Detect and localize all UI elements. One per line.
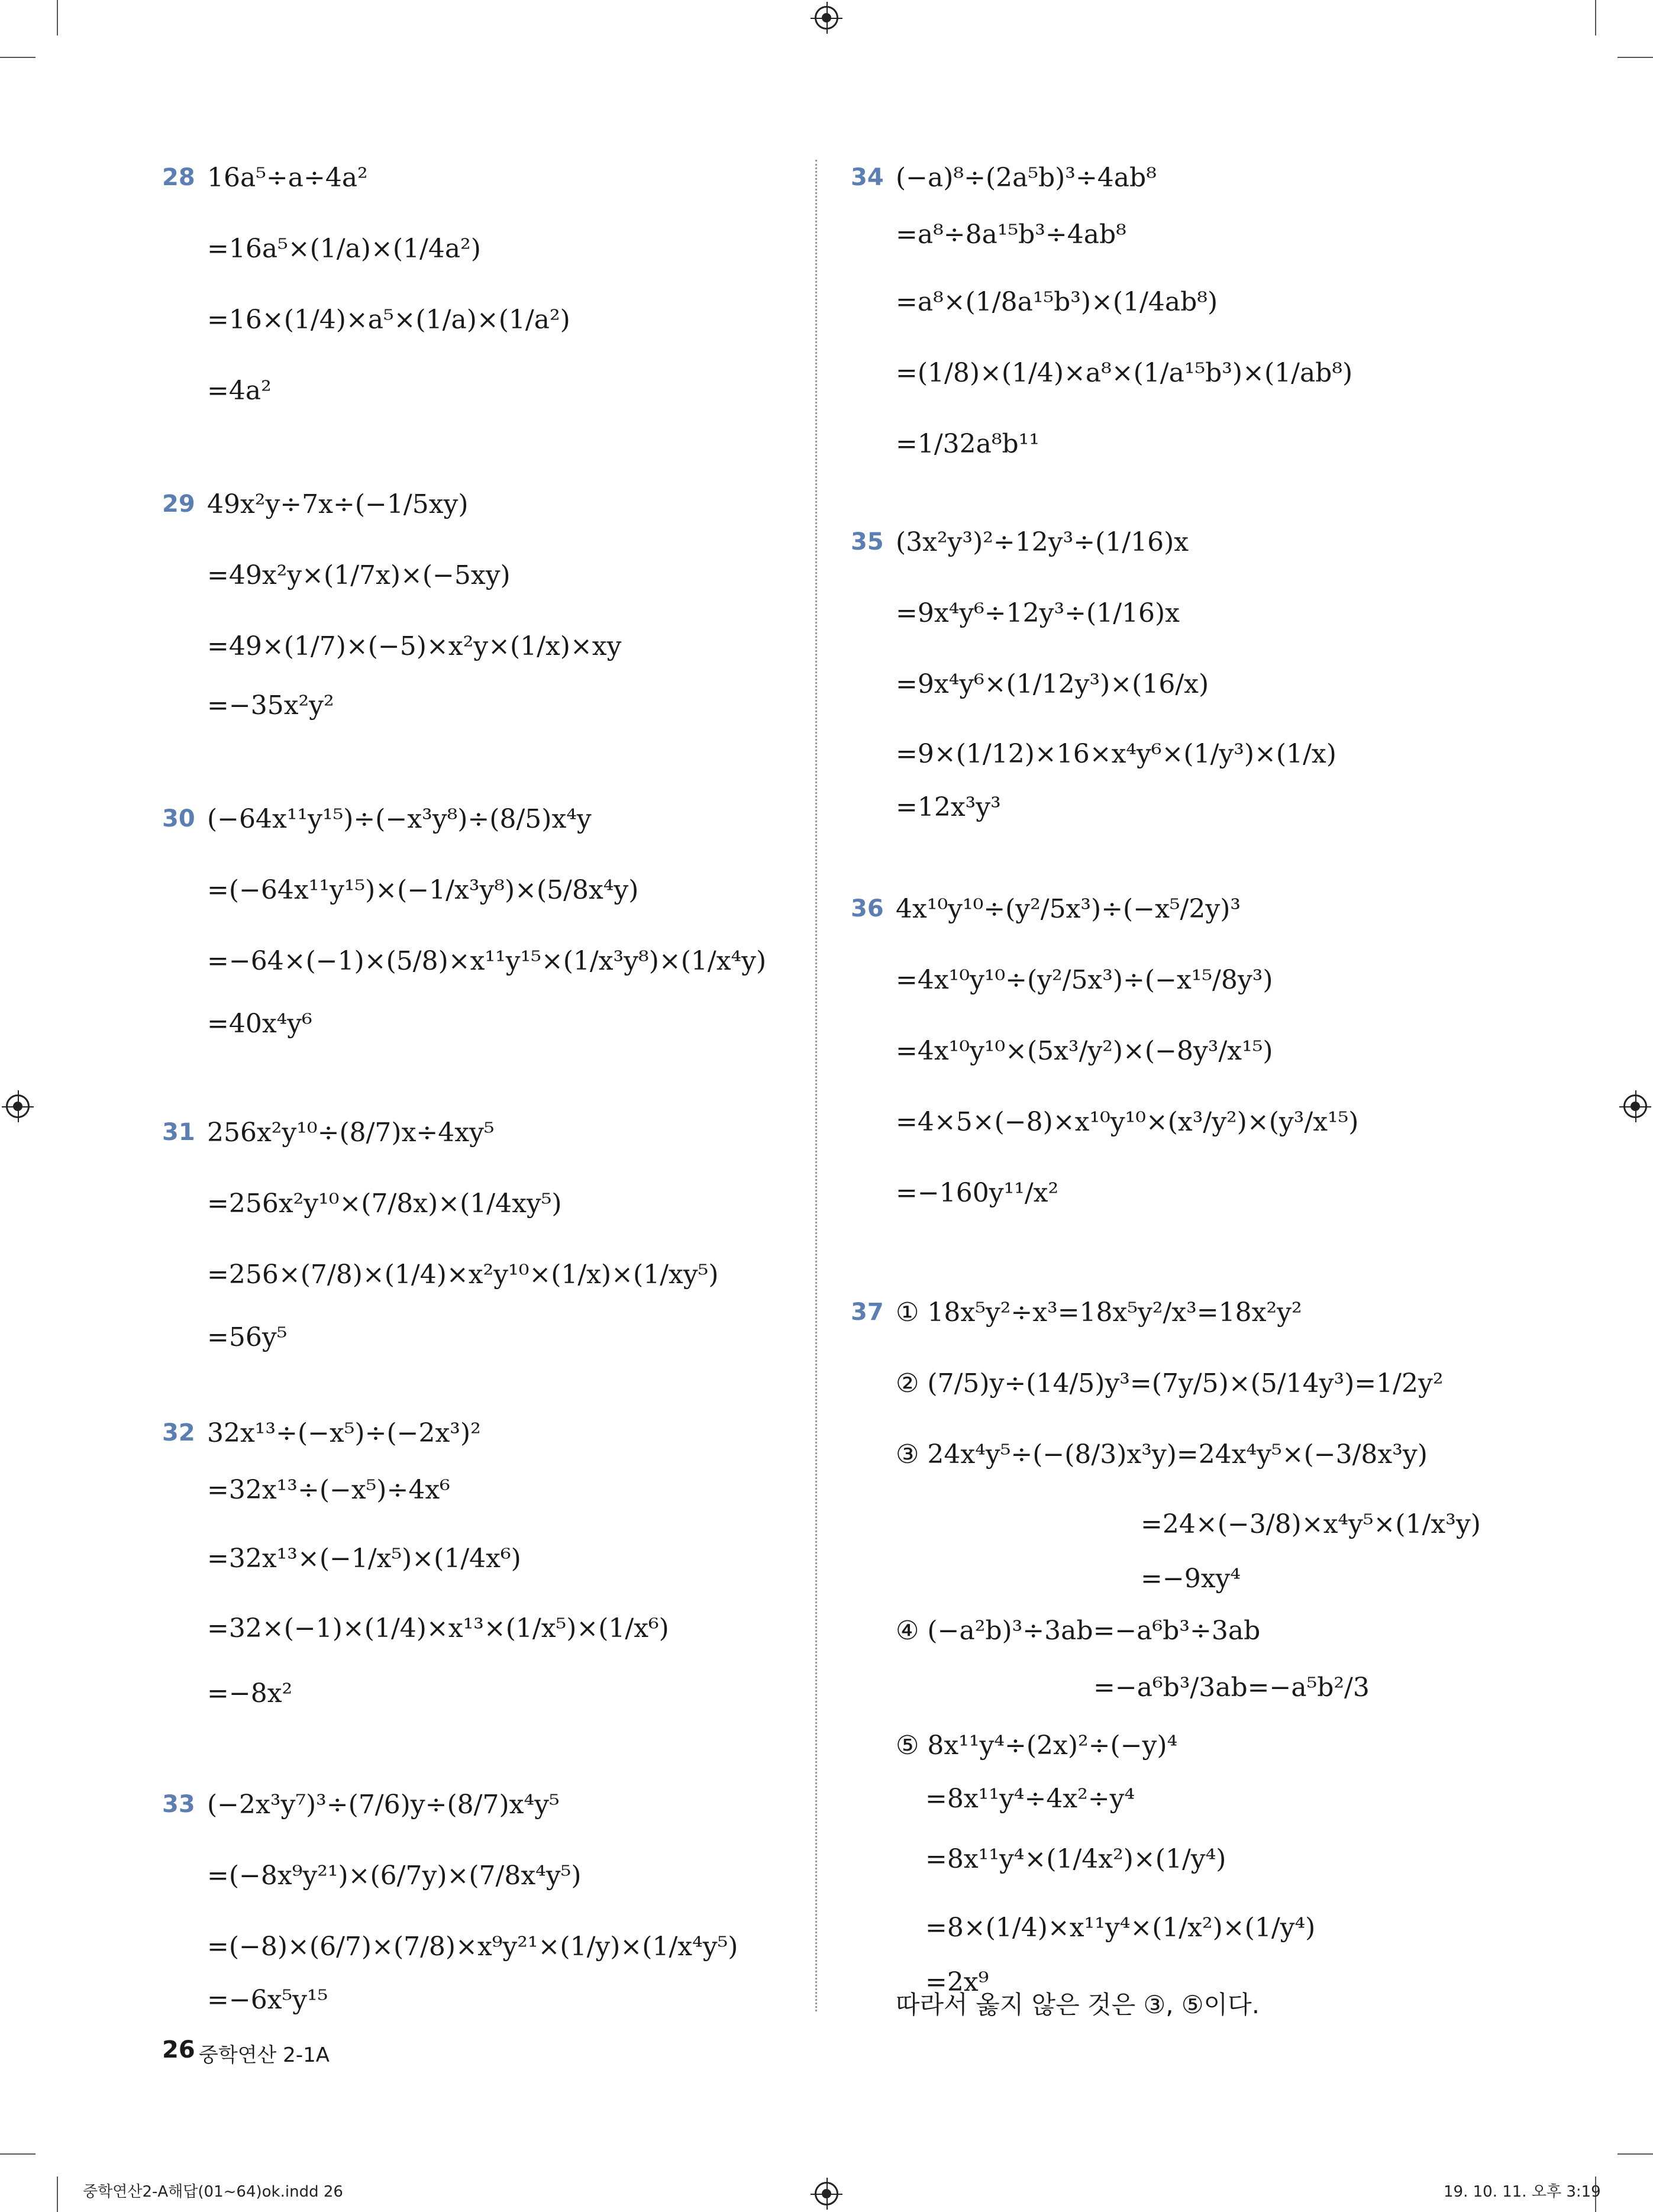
equation-line: =a⁸×(1/8a¹⁵b³)×(1/4ab⁸) — [896, 286, 1218, 317]
problem-number: 30 — [162, 805, 195, 832]
equation-line: =−160y¹¹/x² — [896, 1177, 1059, 1208]
equation-line: =24×(−3/8)×x⁴y⁵×(1/x³y) — [1141, 1509, 1481, 1539]
equation-line: ② (7/5)y÷(14/5)y³=(7y/5)×(5/14y³)=1/2y² — [896, 1368, 1444, 1399]
equation-line: =−a⁶b³/3ab=−a⁵b²/3 — [1093, 1672, 1370, 1703]
equation-line: =4x¹⁰y¹⁰÷(y²/5x³)÷(−x¹⁵/8y³) — [896, 964, 1273, 995]
print-timestamp: 19. 10. 11. 오후 3:19 — [1444, 2183, 1601, 2201]
equation-line: =9x⁴y⁶×(1/12y³)×(16/x) — [896, 669, 1209, 699]
crop-mark — [1618, 57, 1653, 58]
crop-mark — [1595, 0, 1596, 35]
equation-line: =9x⁴y⁶÷12y³÷(1/16)x — [896, 598, 1180, 628]
equation-line: ④ (−a²b)³÷3ab=−a⁶b³÷3ab — [896, 1615, 1261, 1646]
equation-line: =12x³y³ — [896, 792, 1001, 822]
equation-line: =−8x² — [207, 1678, 293, 1709]
equation-line: =(1/8)×(1/4)×a⁸×(1/a¹⁵b³)×(1/ab⁸) — [896, 357, 1353, 388]
problem-number: 37 — [851, 1299, 884, 1326]
equation-line: 4x¹⁰y¹⁰÷(y²/5x³)÷(−x⁵/2y)³ — [896, 893, 1241, 924]
problem-number: 28 — [162, 164, 195, 191]
equation-line: =(−64x¹¹y¹⁵)×(−1/x³y⁸)×(5/8x⁴y) — [207, 874, 639, 905]
equation-line: (−a)⁸÷(2a⁵b)³÷4ab⁸ — [896, 162, 1157, 193]
equation-line: =4x¹⁰y¹⁰×(5x³/y²)×(−8y³/x¹⁵) — [896, 1035, 1273, 1066]
equation-line: 49x²y÷7x÷(−1/5xy) — [207, 489, 469, 519]
equation-line: =−9xy⁴ — [1141, 1563, 1241, 1594]
equation-line: =8x¹¹y⁴÷4x²÷y⁴ — [925, 1783, 1135, 1814]
equation-line: =4a² — [207, 375, 272, 406]
equation-line: =2x⁹ — [925, 1966, 989, 1997]
equation-line: ③ 24x⁴y⁵÷(−(8/3)x³y)=24x⁴y⁵×(−3/8x³y) — [896, 1439, 1428, 1470]
equation-line: =32x¹³×(−1/x⁵)×(1/4x⁶) — [207, 1543, 521, 1574]
equation-line: =(−8x⁹y²¹)×(6/7y)×(7/8x⁴y⁵) — [207, 1860, 582, 1891]
equation-line: =256×(7/8)×(1/4)×x²y¹⁰×(1/x)×(1/xy⁵) — [207, 1259, 719, 1290]
equation-line: =4×5×(−8)×x¹⁰y¹⁰×(x³/y²)×(y³/x¹⁵) — [896, 1106, 1359, 1137]
equation-line: =−6x⁵y¹⁵ — [207, 1984, 328, 2015]
problem-number: 32 — [162, 1419, 195, 1446]
equation-line: (−2x³y⁷)³÷(7/6)y÷(8/7)x⁴y⁵ — [207, 1789, 560, 1820]
equation-line: 16a⁵÷a÷4a² — [207, 162, 368, 193]
problem-number: 34 — [851, 164, 884, 191]
column-divider — [815, 160, 817, 2011]
equation-line: =1/32a⁸b¹¹ — [896, 428, 1039, 459]
equation-line: =40x⁴y⁶ — [207, 1008, 312, 1039]
equation-line: =32x¹³÷(−x⁵)÷4x⁶ — [207, 1474, 450, 1505]
problem-number: 35 — [851, 528, 884, 556]
equation-line: =56y⁵ — [207, 1322, 288, 1352]
crop-mark — [1618, 2153, 1653, 2155]
conclusion-text: 따라서 옳지 않은 것은 ③, ⑤이다. — [896, 1990, 1260, 2019]
crop-mark — [0, 2153, 35, 2155]
problem-number: 36 — [851, 895, 884, 922]
equation-line: =256x²y¹⁰×(7/8x)×(1/4xy⁵) — [207, 1188, 562, 1219]
equation-line: (−64x¹¹y¹⁵)÷(−x³y⁸)÷(8/5)x⁴y — [207, 803, 592, 834]
equation-line: =8x¹¹y⁴×(1/4x²)×(1/y⁴) — [925, 1843, 1226, 1874]
equation-line: (3x²y³)²÷12y³÷(1/16)x — [896, 527, 1189, 557]
equation-line: 32x¹³÷(−x⁵)÷(−2x³)² — [207, 1417, 481, 1448]
problem-number: 31 — [162, 1119, 195, 1146]
equation-line: 256x²y¹⁰÷(8/7)x÷4xy⁵ — [207, 1117, 495, 1148]
equation-line: =9×(1/12)×16×x⁴y⁶×(1/y³)×(1/x) — [896, 738, 1336, 769]
registration-mark-icon — [1623, 1094, 1647, 1118]
equation-line: ① 18x⁵y²÷x³=18x⁵y²/x³=18x²y² — [896, 1297, 1302, 1328]
equation-line: =8×(1/4)×x¹¹y⁴×(1/x²)×(1/y⁴) — [925, 1912, 1316, 1943]
page-number: 26 — [162, 2036, 195, 2064]
equation-line: =32×(−1)×(1/4)×x¹³×(1/x⁵)×(1/x⁶) — [207, 1613, 669, 1643]
file-slug: 중학연산2-A해답(01~64)ok.indd 26 — [83, 2183, 343, 2201]
registration-mark-icon — [815, 6, 838, 30]
equation-line: =16×(1/4)×a⁵×(1/a)×(1/a²) — [207, 304, 570, 335]
equation-line: ⑤ 8x¹¹y⁴÷(2x)²÷(−y)⁴ — [896, 1730, 1178, 1761]
equation-line: =49x²y×(1/7x)×(−5xy) — [207, 560, 511, 590]
registration-mark-icon — [6, 1094, 30, 1118]
registration-mark-icon — [815, 2182, 838, 2205]
crop-mark — [57, 2177, 58, 2212]
equation-line: =(−8)×(6/7)×(7/8)×x⁹y²¹×(1/y)×(1/x⁴y⁵) — [207, 1931, 738, 1962]
equation-line: =49×(1/7)×(−5)×x²y×(1/x)×xy — [207, 631, 622, 661]
equation-line: =−35x²y² — [207, 690, 334, 721]
crop-mark — [57, 0, 58, 35]
problem-number: 29 — [162, 490, 195, 518]
equation-line: =−64×(−1)×(5/8)×x¹¹y¹⁵×(1/x³y⁸)×(1/x⁴y) — [207, 945, 767, 976]
crop-mark — [0, 57, 35, 58]
problem-number: 33 — [162, 1791, 195, 1818]
equation-line: =16a⁵×(1/a)×(1/4a²) — [207, 233, 481, 264]
book-title: 중학연산 2-1A — [199, 2043, 330, 2067]
equation-line: =a⁸÷8a¹⁵b³÷4ab⁸ — [896, 219, 1126, 250]
